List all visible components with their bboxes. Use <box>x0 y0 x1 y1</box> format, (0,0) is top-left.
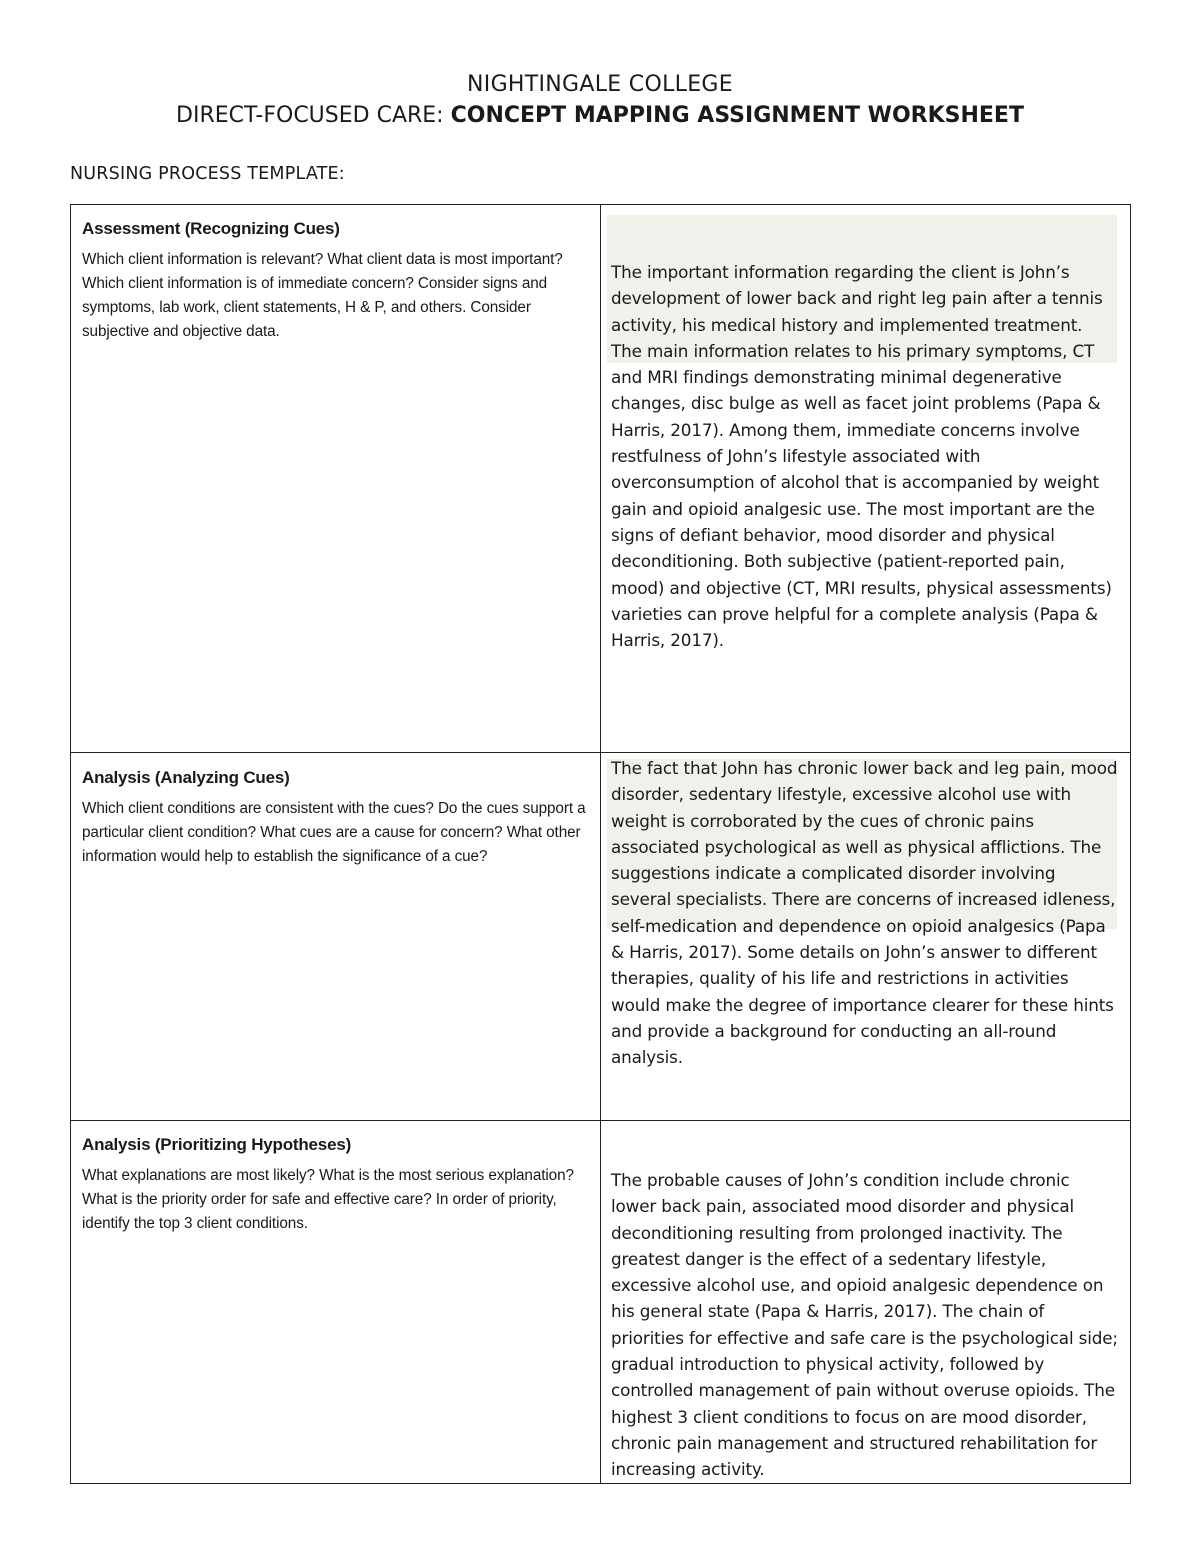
table-row <box>71 753 1131 1121</box>
template-label: NURSING PROCESS TEMPLATE: <box>70 164 345 184</box>
section-question: Which client information is relevant? What client data is most important? Which client information is of immediate concern? Consider signs and symptoms, lab work, client statements, H & P, and others. Consider subjective and objective data. <box>82 251 563 340</box>
answer-cell <box>601 1121 1131 1484</box>
prompt-cell <box>71 753 601 1121</box>
section-question: Which client conditions are consistent with the cues? Do the cues support a particular client condition? What cues are a cause for concern? What other information would help to establish the significance of a cue? <box>82 800 586 865</box>
table-row <box>71 205 1131 753</box>
answer-cell <box>601 205 1131 753</box>
section-title: Analysis (Prioritizing Hypotheses) <box>82 1135 352 1154</box>
document-header <box>0 70 1200 132</box>
section-answer: The probable causes of John’s condition include chronic lower back pain, associated mood disorder and physical deconditioning resulting from prolonged inactivity. The greatest danger is the effect of a sedentary lifestyle, excessive alcohol use, and opioid analgesic dependence on his general state (Papa & Harris, 2017). The chain of priorities for effective and safe care is the psychological side; gradual introduction to physical activity, followed by controlled management of pain without overuse opioids. The highest 3 client conditions to focus on are mood disorder, chronic pain management and structured rehabilitation for increasing activity. <box>611 1170 1118 1480</box>
section-answer: The fact that John has chronic lower back and leg pain, mood disorder, sedentary lifestyle, excessive alcohol use with weight is corroborated by the cues of chronic pains associated psychological as well as physical afflictions. The suggestions indicate a complicated disorder involving several specialists. There are concerns of increased idleness, self-medication and dependence on opioid analgesics (Papa & Harris, 2017). Some details on John’s answer to different therapies, quality of his life and restrictions in activities would make the degree of importance clearer for these hints and provide a background for conducting an all-round analysis. <box>611 758 1118 1068</box>
table-row <box>71 1121 1131 1484</box>
prompt-cell <box>71 1121 601 1484</box>
worksheet-title-bold: CONCEPT MAPPING ASSIGNMENT WORKSHEET <box>450 103 1024 128</box>
worksheet-title-prefix: DIRECT-FOCUSED CARE: <box>176 103 451 128</box>
prompt-cell <box>71 205 601 753</box>
section-answer: The important information regarding the client is John’s development of lower back and right leg pain after a tennis activity, his medical history and implemented treatment. The main information relates to his primary symptoms, CT and MRI findings demonstrating minimal degenerative changes, disc bulge as well as facet joint problems (Papa & Harris, 2017). Among them, immediate concerns involve restfulness of John’s lifestyle associated with overconsumption of alcohol that is accompanied by weight gain and opioid analgesic use. The most important are the signs of defiant behavior, mood disorder and physical deconditioning. Both subjective (patient-reported pain, mood) and objective (CT, MRI results, physical assessments) varieties can prove helpful for a complete analysis (Papa & Harris, 2017). <box>611 262 1112 651</box>
answer-cell <box>601 753 1131 1121</box>
section-question: What explanations are most likely? What is the most serious explanation? What is the priority order for safe and effective care? In order of priority, identify the top 3 client conditions. <box>82 1167 574 1232</box>
college-name: NIGHTINGALE COLLEGE <box>467 72 733 97</box>
worksheet-title <box>0 100 1200 132</box>
section-title: Assessment (Recognizing Cues) <box>82 219 340 238</box>
nursing-process-table <box>70 204 1131 1484</box>
section-title: Analysis (Analyzing Cues) <box>82 768 290 787</box>
